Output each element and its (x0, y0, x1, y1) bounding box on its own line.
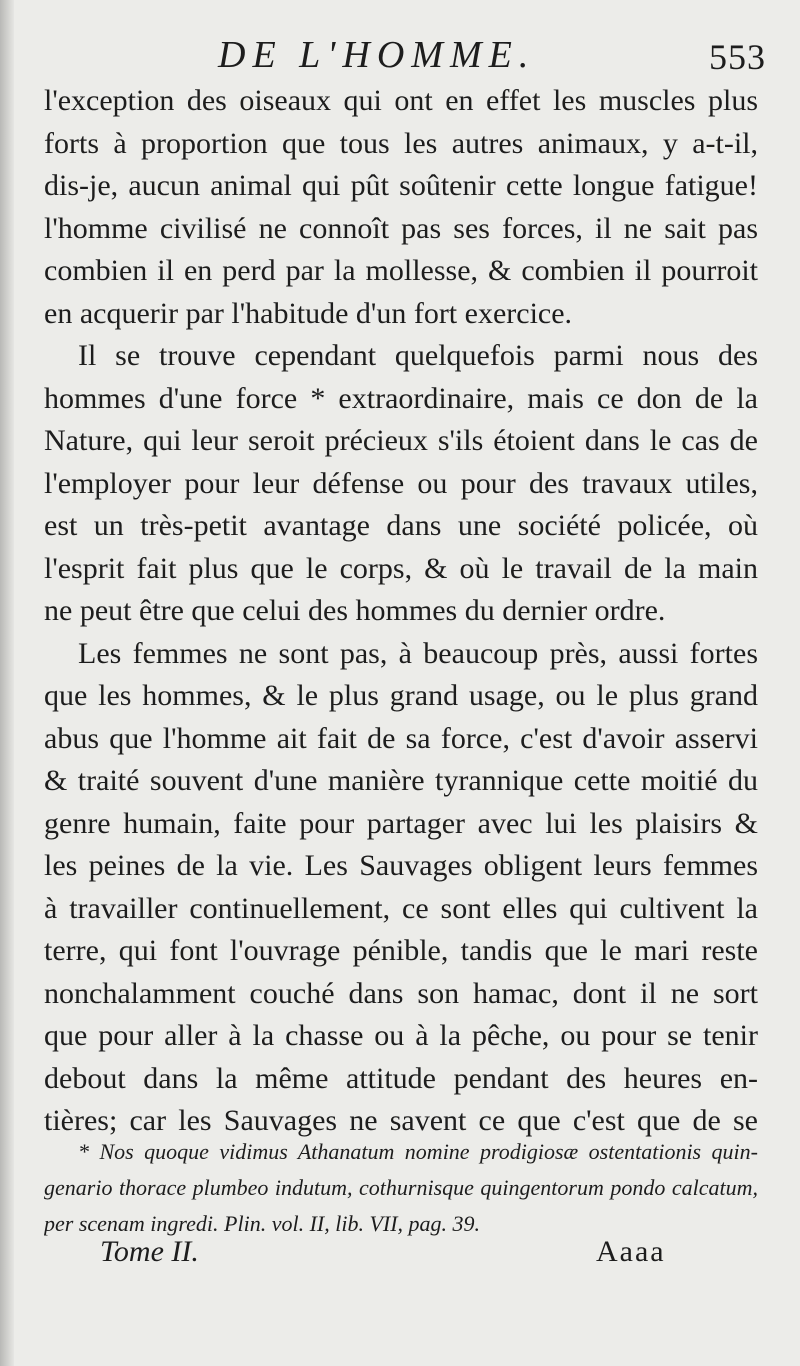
text-line: à travailler continuellement, ce sont elles qui cultivent la (44, 891, 758, 925)
text-line: genre humain, faite pour partager avec lui les plaisirs & (44, 806, 758, 840)
text-line: forts à proportion que tous les autres animaux, y a-t-il, (44, 126, 758, 160)
body-text (44, 80, 758, 1143)
page-number: 553 (709, 37, 766, 77)
text-line: l'esprit fait plus que le corps, & où le travail de la main (44, 551, 758, 585)
text-line: est un très-petit avantage dans une société policée, où (44, 509, 758, 542)
text-line: dis-je, aucun animal qui pût soûtenir cette longue fatigue! (44, 169, 758, 202)
text-line: l'employer pour leur défense ou pour des travaux utiles, (44, 466, 758, 500)
text-line: & traité souvent d'une manière tyrannique cette moitié du (44, 764, 758, 797)
footnote-line: * Nos quoque vidimus Athanatum nomine prodigiosæ ostentationis quin- (78, 1139, 758, 1164)
text-line: combien il en perd par la mollesse, & combien il pourroit (44, 254, 758, 287)
volume-label: Tome II. (100, 1235, 199, 1268)
text-line: les peines de la vie. Les Sauvages obligent leurs femmes (44, 849, 758, 882)
text-line: ne peut être que celui des hommes du dernier ordre. (44, 594, 666, 627)
text-line: Les femmes ne sont pas, à beaucoup près, aussi fortes (78, 636, 758, 670)
text-line: abus que l'homme ait fait de sa force, c'est d'avoir asservi (44, 721, 758, 755)
signature-mark: Aaaa (596, 1235, 666, 1268)
footnote (44, 1134, 758, 1242)
footnote-line: per scenam ingredi. Plin. vol. II, lib. VII, pag. 39. (44, 1211, 481, 1236)
text-line: tières; car les Sauvages ne savent ce que c'est que de se (44, 1104, 758, 1137)
text-line: Nature, qui leur seroit précieux s'ils étoient dans le cas de (44, 424, 758, 457)
text-line: Il se trouve cependant quelquefois parmi nous des (78, 339, 758, 372)
text-line: l'homme civilisé ne connoît pas ses forces, il ne sait pas (44, 211, 758, 245)
text-line: que pour aller à la chasse ou à la pêche, ou pour se tenir (44, 1019, 758, 1052)
text-line: terre, qui font l'ouvrage pénible, tandis que le mari reste (44, 934, 758, 967)
footnote-line: genario thorace plumbeo indutum, cothurnisque quingentorum pondo calcatum, (44, 1175, 758, 1200)
text-line: en acquerir par l'habitude d'un fort exercice. (44, 296, 573, 330)
text-line: nonchalamment couché dans son hamac, dont il ne sort (44, 976, 758, 1010)
text-line: que les hommes, & le plus grand usage, ou le plus grand (44, 679, 758, 712)
page-binding-edge (0, 0, 14, 1366)
text-line: debout dans la même attitude pendant des heures en- (44, 1061, 758, 1095)
text-line: l'exception des oiseaux qui ont en effet les muscles plus (44, 84, 758, 117)
running-title: DE L'HOMME. (218, 34, 536, 76)
page-footer (0, 1228, 800, 1276)
text-line: hommes d'une force * extraordinaire, mais ce don de la (44, 381, 758, 415)
page-header (0, 30, 800, 80)
